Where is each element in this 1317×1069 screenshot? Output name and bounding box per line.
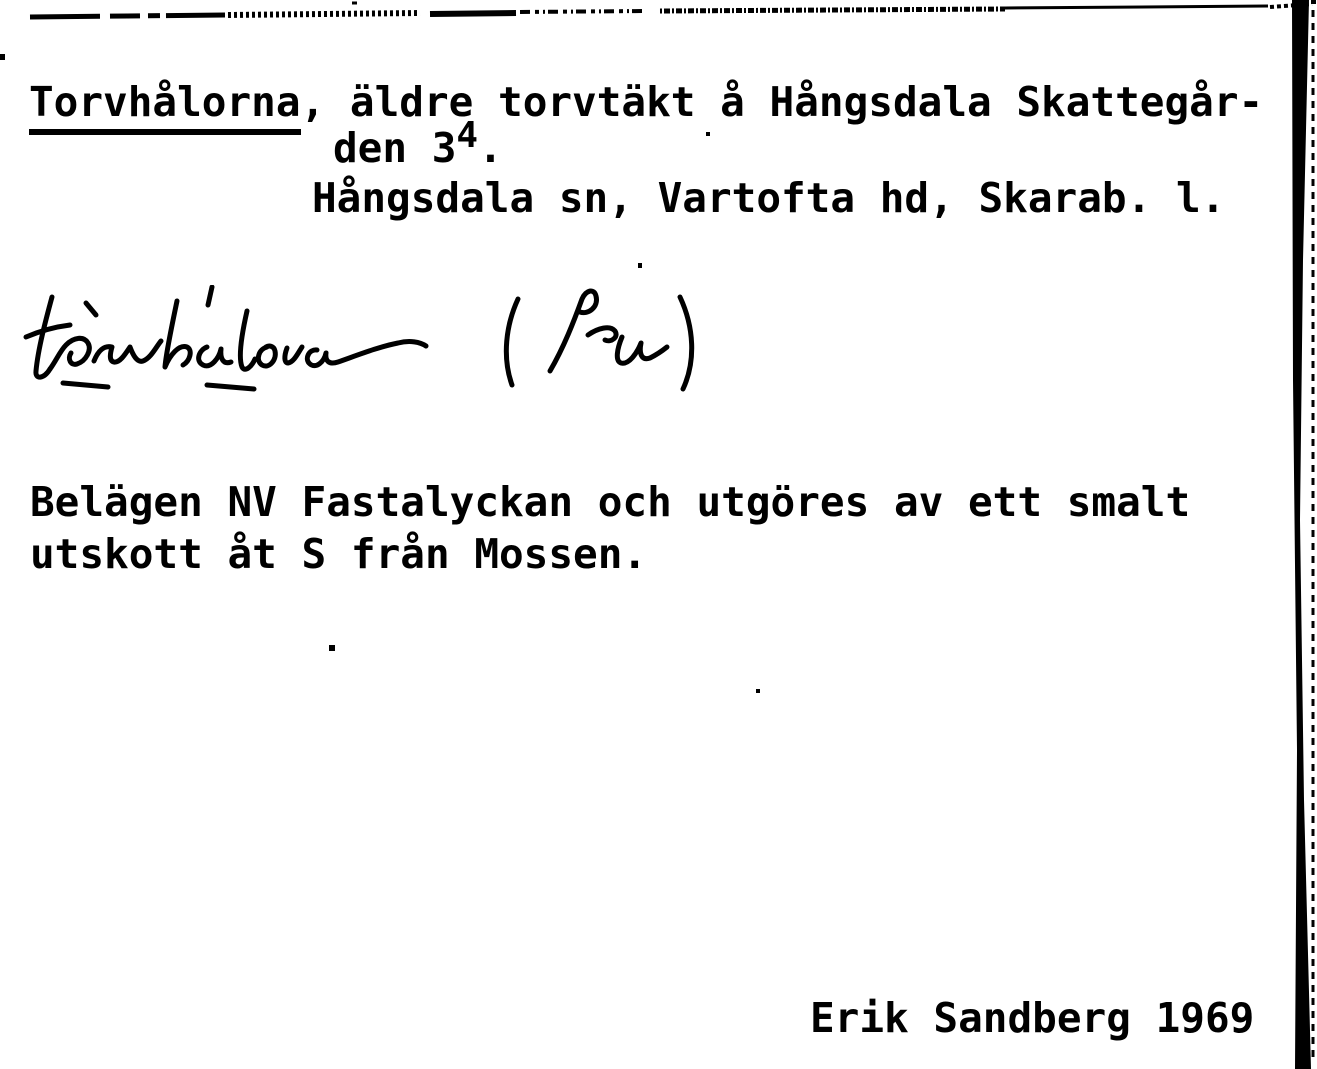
heading-line-2-prefix: den 3 (333, 124, 457, 172)
heading-line-1 (29, 76, 1263, 135)
right-edge-stripe (1277, 0, 1317, 1069)
scan-artifact-right-edge (1277, 0, 1317, 1069)
heading-line-3-parish-district: Hångsdala sn, Vartofta hd, Skarab. l. (312, 174, 1226, 222)
scan-artifact-top-edge (0, 0, 1317, 24)
scan-speck (756, 689, 760, 693)
handwriting-strokes (22, 285, 712, 400)
scan-speck (638, 263, 642, 268)
recorder-signature: Erik Sandberg 1969 (810, 994, 1255, 1042)
top-edge-line (0, 0, 1317, 24)
heading-line-1-rest: , äldre torvtäkt å Hångsdala Skattegår- (300, 78, 1264, 126)
scan-speck (706, 132, 710, 136)
scan-speck (0, 54, 5, 60)
description-line-1: Belägen NV Fastalyckan och utgöres av ett smalt (30, 478, 1191, 526)
map-sheet-superscript: 4 (456, 115, 479, 156)
handwritten-phonetic-notation (22, 285, 712, 400)
heading-line-2 (333, 115, 503, 177)
description-line-2: utskott åt S från Mossen. (30, 530, 648, 578)
heading-line-2-end: . (478, 124, 503, 172)
scan-speck (329, 645, 335, 651)
place-name: Torvhålorna (29, 76, 301, 135)
